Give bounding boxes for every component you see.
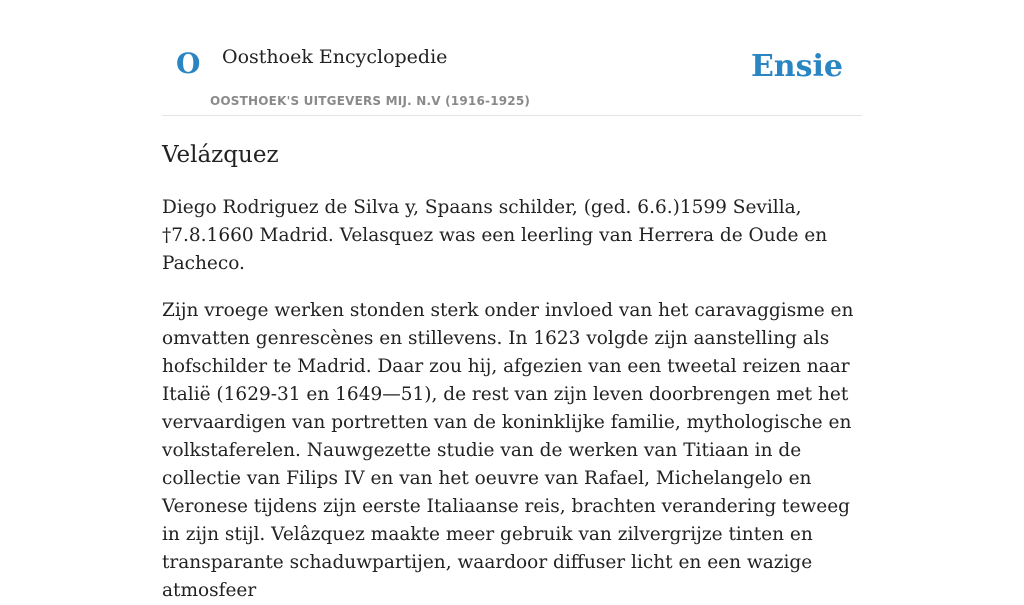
site-title[interactable]: Oosthoek Encyclopedie (222, 46, 448, 68)
entry-paragraph: Diego Rodriguez de Silva y, Spaans schilder, (ged. 6.6.)1599 Sevilla, †7.8.1660 Madrid. Velasquez was een leerling van Herrera de Oude en Pacheco. (162, 196, 828, 274)
encyclopedia-logo[interactable]: O (176, 47, 201, 80)
entry-paragraph: Zijn vroege werken stonden sterk onder invloed van het caravaggisme en omvatten genrescènes en stillevens. In 1623 volgde zijn aanstelling als hofschilder te Madrid. Daar zou hij, afgezien van een tweetal reizen naar Italië (1629-31 en 1649—51), de rest van zijn leven doorbrengen met het vervaardigen van portretten van de koninklijke familie, mythologische en volkstaferelen. Nauwgezette studie van de werken van Titiaan in de collectie van Filips IV en van het oeuvre van Rafael, Michelangelo en Veronese tijdens zijn eerste Italiaanse reis, brachten verandering teweeg in zijn stijl. Velâzquez maakte meer gebruik van zilvergrijze tinten en transparante schaduwpartijen, waardoor diffuser licht en een wazige atmosfeer (162, 299, 854, 601)
site-header (162, 0, 862, 116)
publisher-label: OOSTHOEK'S UITGEVERS MIJ. N.V (1916-1925) (210, 94, 531, 108)
brand-logo[interactable]: Ensie (750, 49, 843, 84)
entry-title: Velázquez (162, 142, 279, 168)
content-container (162, 0, 862, 605)
